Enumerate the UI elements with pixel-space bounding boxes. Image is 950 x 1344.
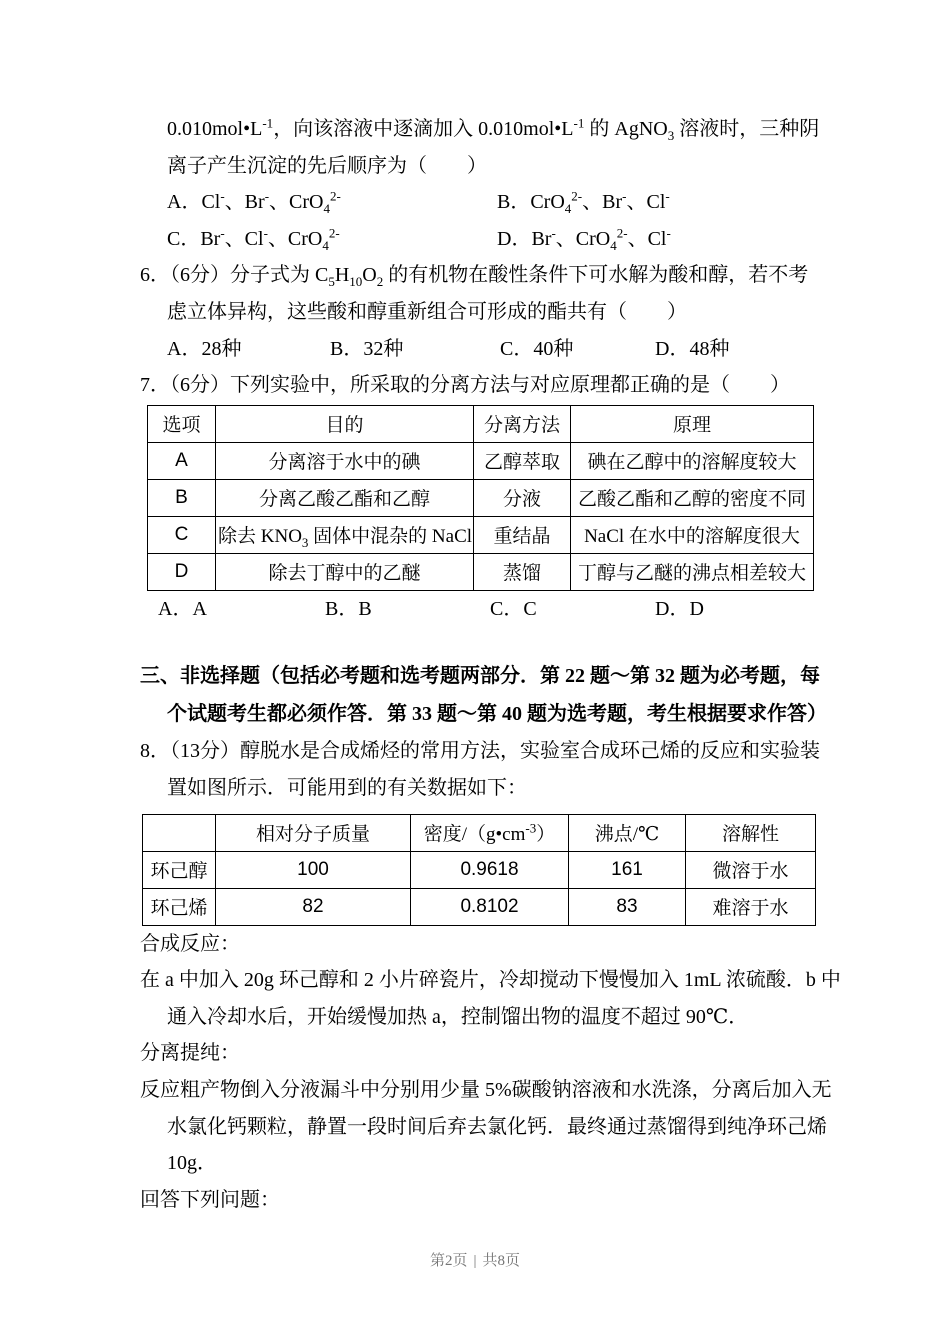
cell-density: 0.8102 [411,888,569,925]
table-header-row [143,814,816,851]
cell-molar-mass: 82 [216,888,411,925]
header-cell-principle: 原理 [571,405,814,442]
header-cell-option: 选项 [148,405,216,442]
header-cell-solubility: 溶解性 [686,814,816,851]
cell-name: 环己烯 [143,888,216,925]
synthesis-step-line: 通入冷却水后，开始缓慢加热 a，控制馏出物的温度不超过 90℃． [167,1005,749,1028]
option-a: A．28种 [167,337,242,360]
separation-step-line: 反应粗产物倒入分液漏斗中分别用少量 5%碳酸钠溶液和水洗涤，分离后加入无 [140,1078,832,1101]
table-row-c [148,516,814,553]
text-line: 虑立体异构，这些酸和醇重新组合可形成的酯共有（ ） [167,300,687,323]
separation-methods-table [147,405,814,591]
text-line: 6．（6分）分子式为 $C_5H_{10}O_2$ 的有机物在酸性条件下可水解为酸和醇，若不考 [140,264,809,290]
cell-option: A [148,442,216,479]
text-line: 三、非选择题（包括必考题和选考题两部分．第 22 题～第 32 题为必考题，每 [140,665,820,688]
page-number: 第2页 [429,1253,468,1269]
header-cell-boiling-point: 沸点/℃ [569,814,686,851]
cell-purpose: 分离乙酸乙酯和乙醇 [216,479,474,516]
cell-method: 重结晶 [474,516,571,553]
table-header-row [148,405,814,442]
cell-option: D [148,553,216,590]
cell-method: 蒸馏 [474,553,571,590]
option-c: C．40种 [500,337,574,360]
cell-boiling-point: 161 [569,851,686,888]
question-6-options-row [167,331,822,368]
answer-prompt: 回答下列问题： [140,1188,280,1211]
text-line: 7．（6分）下列实验中，所采取的分离方法与对应原理都正确的是（ ） [140,374,790,397]
option-b: B．CrO$_4^{2-}$、Br-、Cl- [497,188,670,217]
header-cell-purpose: 目的 [216,405,474,442]
header-cell-method: 分离方法 [474,405,571,442]
cell-purpose: 除去丁醇中的乙醚 [216,553,474,590]
cell-option: C [148,516,216,553]
table-row-cyclohexene [143,888,816,925]
header-cell-molar-mass: 相对分子质量 [216,814,411,851]
option-a: A．A [158,597,207,620]
question-6 [140,257,822,367]
option-a: A．Cl-、Br-、CrO$_4^{2-}$ [167,188,341,217]
section-3-heading [140,657,827,733]
separation-step-line: 10g． [167,1152,217,1175]
question-7 [140,367,822,627]
cell-molar-mass: 100 [216,851,411,888]
synthesis-step-line: 在 a 中加入 20g 环己醇和 2 小片碎瓷片，冷却搅动下慢慢加入 1mL 浓硫酸．b 中 [140,969,841,992]
header-cell-blank [143,814,216,851]
option-b: B．32种 [330,337,404,360]
cell-principle: 丁醇与乙醚的沸点相差较大 [571,553,814,590]
option-d: D．Br-、CrO$_4^{2-}$、Cl- [497,225,671,253]
text-line: 离子产生沉淀的先后顺序为（ ） [167,154,487,177]
table-row-d [148,553,814,590]
text-line: 个试题考生都必须作答．第 33 题～第 40 题为选考题，考生根据要求作答） [167,703,827,726]
cell-method: 分液 [474,479,571,516]
question-7-answers-row [158,591,822,628]
option-b: B．B [325,597,372,620]
compound-properties-table [142,814,816,926]
page-content [140,111,841,1218]
option-d: D．48种 [655,337,730,360]
total-pages: 共8页 [482,1253,521,1269]
cell-solubility: 微溶于水 [686,851,816,888]
option-c: C．Br-、Cl-、CrO$_4^{2-}$ [167,225,340,253]
cell-principle: NaCl 在水中的溶解度很大 [571,516,814,553]
question-5-options-row-1 [167,184,822,221]
separation-label: 分离提纯： [140,1042,240,1065]
text-line: $0.010mol•L^{-1}$，向该溶液中逐滴加入 $0.010mol•L^{-1}$ 的 AgNO$_3$ 溶液时，三种阴 [167,115,820,143]
cell-method: 乙醇萃取 [474,442,571,479]
question-8 [140,733,841,1218]
cell-option: B [148,479,216,516]
question-5-options-row-2 [167,221,822,258]
text-line: 8．（13分）醇脱水是合成烯烃的常用方法，实验室合成环己烯的反应和实验装 [140,740,820,763]
text-line: 置如图所示．可能用到的有关数据如下： [167,776,527,799]
table-row-a [148,442,814,479]
page-footer [0,1249,950,1270]
option-d: D．D [655,597,704,620]
footer-separator: | [473,1253,477,1269]
cell-purpose: 分离溶于水中的碘 [216,442,474,479]
cell-principle: 碘在乙醇中的溶解度较大 [571,442,814,479]
table-row-cyclohexanol [143,851,816,888]
cell-name: 环己醇 [143,851,216,888]
cell-solubility: 难溶于水 [686,888,816,925]
table-row-b [148,479,814,516]
cell-principle: 乙酸乙酯和乙醇的密度不同 [571,479,814,516]
header-cell-density: 密度$/(g•cm^{-3})$ [411,814,569,851]
cell-boiling-point: 83 [569,888,686,925]
synthesis-reaction-label: 合成反应： [140,932,240,955]
option-c: C．C [490,597,537,620]
cell-purpose: 除去 $KNO_3$ 固体中混杂的 NaCl [216,516,474,553]
cell-density: 0.9618 [411,851,569,888]
separation-step-line: 水氯化钙颗粒，静置一段时间后弃去氯化钙．最终通过蒸馏得到纯净环己烯 [167,1115,827,1138]
question-5-continuation [140,111,822,257]
